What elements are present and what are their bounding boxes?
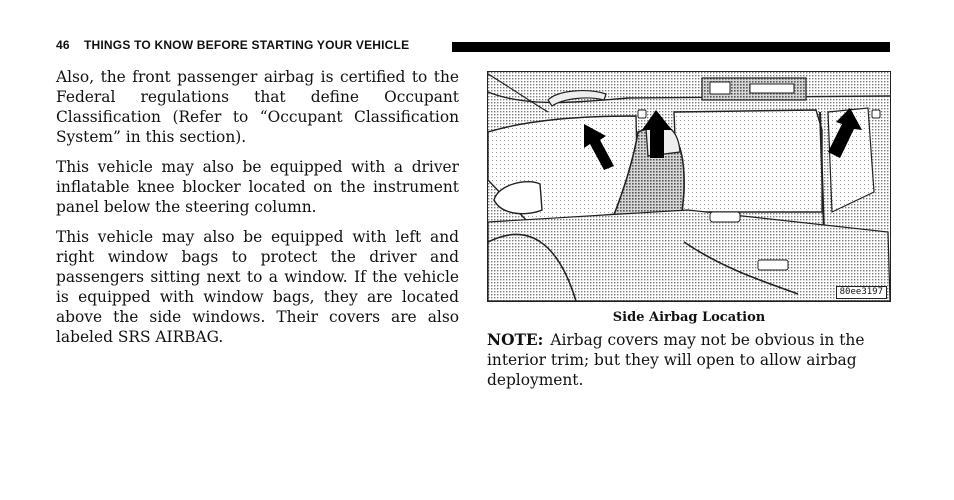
page-number: 46 — [56, 38, 70, 52]
console-handle — [750, 84, 794, 93]
note-text: Airbag covers may not be obvious in the interior trim; but they will open to allow airbag deployment. — [487, 331, 865, 389]
cover-marker-icon — [638, 110, 646, 118]
note-label: NOTE: — [487, 331, 544, 349]
figure-caption: Side Airbag Location — [612, 310, 766, 325]
paragraph-passenger-airbag: Also, the front passenger airbag is certified to the Federal regulations that define Occupant Classification (Refer to “Occupant Classification System” in this section). — [56, 68, 459, 146]
cover-marker-icon — [872, 110, 880, 118]
paragraph-knee-blocker: This vehicle may also be equipped with a driver inflatable knee blocker located on the instrument panel below the steering column. — [56, 158, 459, 216]
door-handle — [710, 212, 740, 222]
page-header — [56, 37, 890, 53]
body-text — [56, 67, 459, 357]
paragraph-window-bags: This vehicle may also be equipped with left and right window bags to protect the driver and passengers sitting next to a window. If the vehicle is equipped with window bags, they are located above the side windows. Their covers are also labeled SRS AIRBAG. — [56, 228, 459, 346]
door-pull — [758, 260, 788, 270]
figure-code: 80ee3197 — [836, 286, 887, 299]
header-rule — [452, 42, 890, 52]
section-title: THINGS TO KNOW BEFORE STARTING YOUR VEHICLE — [84, 38, 410, 52]
console-lamp-left — [710, 82, 730, 94]
rear-side-window — [674, 110, 822, 212]
side-airbag-illustration — [487, 71, 891, 302]
note — [487, 330, 891, 390]
